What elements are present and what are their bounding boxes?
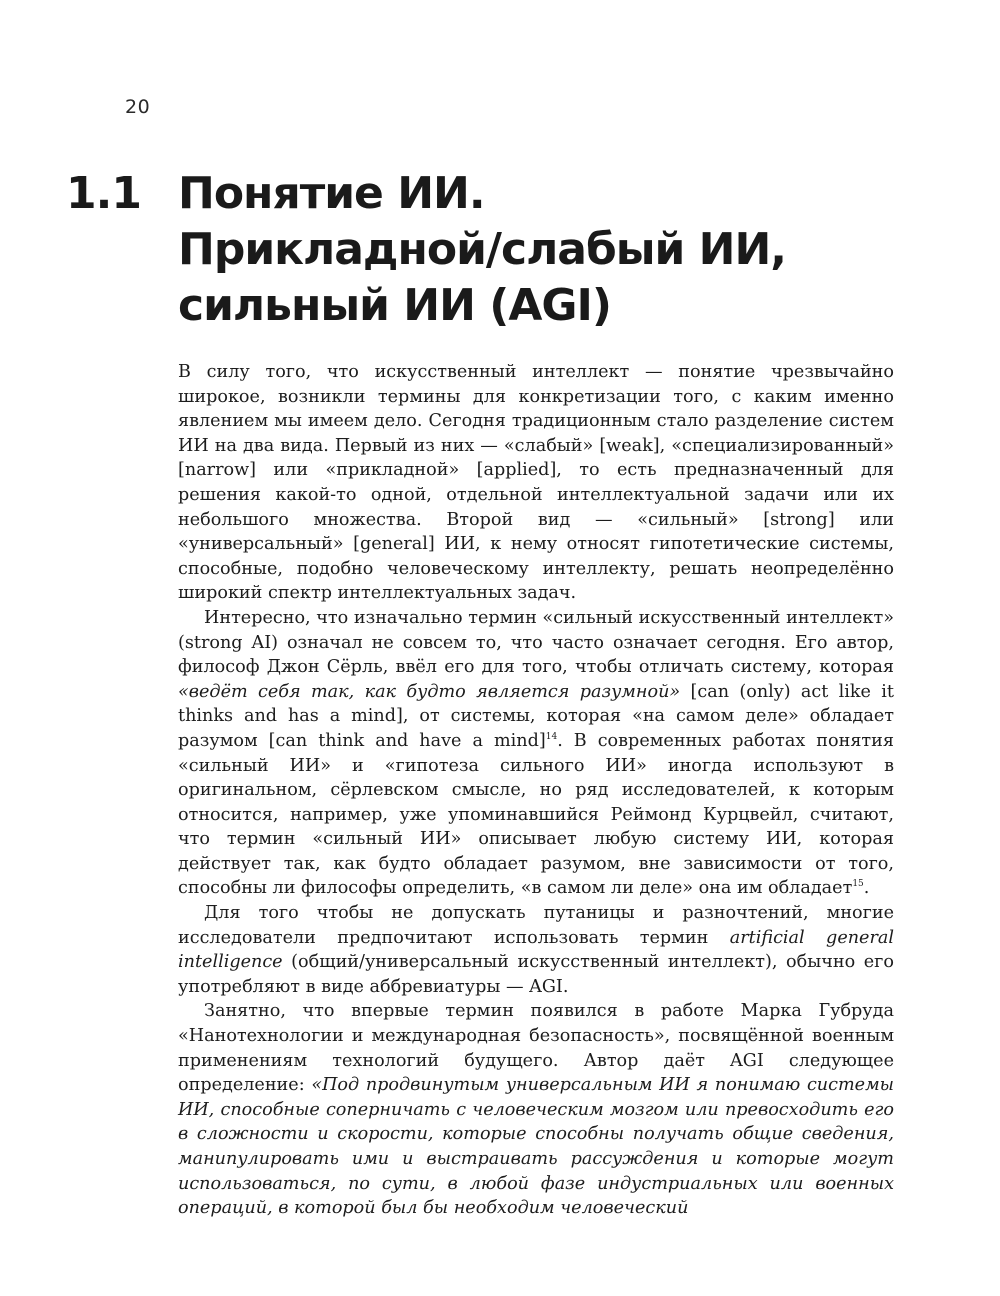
page-number: 20 (125, 96, 151, 118)
paragraph-2-text-a: Интересно, что изначально термин «сильный искусственный интеллект» (strong AI) означал не совсем то, что часто означает сегодня. Его автор, философ Джон Сёрль, ввёл его для того, чтобы отличать систему, которая (178, 607, 894, 678)
paragraph-4 (178, 999, 894, 1220)
paragraph-3-text-c: (общий/универсальный искусственный интеллект), обычно его употребляют в виде аббревиатуры — AGI. (178, 952, 894, 997)
paragraph-2 (178, 606, 894, 901)
section-title-line-2: Прикладной/слабый ИИ, (178, 224, 787, 275)
body-text (178, 360, 894, 1221)
paragraph-3-term: artificial general intelligence (178, 927, 894, 973)
footnote-ref-14: 14 (545, 731, 558, 742)
section-title-line-3: сильный ИИ (AGI) (178, 280, 612, 331)
paragraph-3-text-a: Для того чтобы не допускать путаницы и разночтений, многие исследователи предпочитают использовать термин (178, 903, 894, 948)
paragraph-2-text-c: [can (only) act like it thinks and has a mind], от системы, которая «на самом деле» обладает разумом [can think and have a mind] (178, 681, 894, 751)
paragraph-1: В силу того, что искусственный интеллект — понятие чрезвычайно широкое, возникли термины для конкретизации того, с каким именно явлением мы имеем дело. Сегодня традиционным стало разделение систем ИИ на два вида. Первый из них — «слабый» [weak], «специализированный» [narrow] или «прикладной» [applied], то есть предназначенный для решения какой-то одной, отдельной интеллектуальной задачи или их небольшого множества. Второй вид — «сильный» [strong] или «универсальный» [general] ИИ, к нему относят гипотетические системы, способные, подобно человеческому интеллекту, решать неопределённо широкий спектр интеллектуальных задач. (178, 362, 894, 604)
paragraph-3 (178, 901, 894, 999)
section-number: 1.1 (66, 168, 141, 219)
footnote-ref-15: 15 (852, 879, 864, 890)
paragraph-2-text-d: . В современных работах понятия «сильный ИИ» и «гипотеза сильного ИИ» иногда используют в оригинальном, сёрлевском смысле, но ряд исследователей, к которым относится, например, уже упоминавшийся Реймонд Курцвейл, считают, что термин «сильный ИИ» описывает любую систему ИИ, которая действует так, как будто обладает разумом, вне зависимости от того, способны ли философы определить, «в самом ли деле» она им обладает (178, 730, 894, 899)
paragraph-2-text-e: . (863, 878, 870, 899)
section-title-line-1: Понятие ИИ. (178, 168, 485, 219)
paragraph-2-quote: «ведёт себя так, как будто является разумной» (178, 681, 681, 702)
paragraph-4-text-a: Занятно, что впервые термин появился в работе Марка Губруда «Нанотехнологии и международная безопасность», посвящённой военным применениям технологий будущего. Автор даёт AGI следующее определение: (178, 1001, 894, 1096)
section-title (178, 166, 898, 334)
paragraph-4-quote: «Под продвинутым универсальным ИИ я понимаю системы ИИ, способные соперничать с человеческим мозгом или превосходить его в сложности и скорости, которые способны получать общие сведения, манипулировать ими и выстраивать рассуждения и которые могут использоваться, по сути, в любой фазе индустриальных или военных операций, в которой был бы необходим человеческий (178, 1075, 895, 1219)
